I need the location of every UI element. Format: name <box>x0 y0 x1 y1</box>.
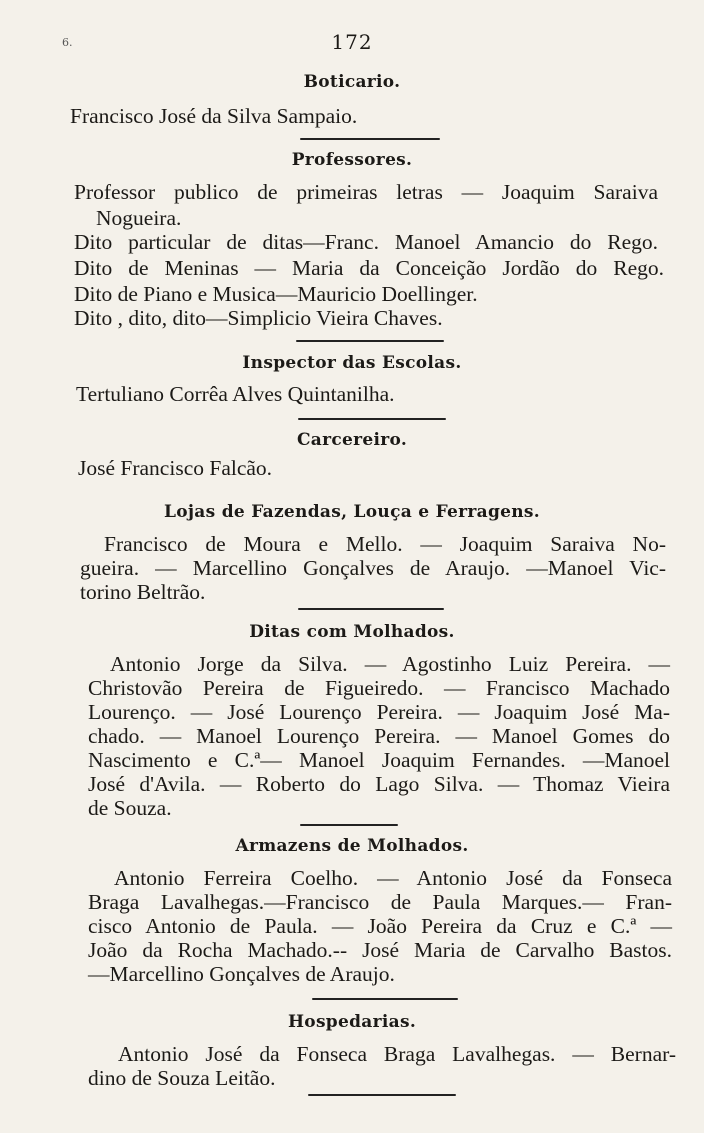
heading-hospedarias: Hospedarias. <box>287 1012 417 1032</box>
heading-professores: Professores. <box>291 150 413 170</box>
heading-lojas: Lojas de Fazendas, Louça e Ferragens. <box>163 502 541 522</box>
text-line: torino Beltrão. <box>80 580 206 604</box>
text-line: Lourenço. — José Lourenço Pereira. — Joaquim José Ma- <box>88 700 670 724</box>
section-divider <box>312 998 458 1000</box>
text-line: Braga Lavalhegas.—Francisco de Paula Marques.— Fran- <box>88 890 672 914</box>
text-line: Nascimento e C.ª— Manoel Joaquim Fernandes. —Manoel <box>88 748 670 772</box>
text-line: José Francisco Falcão. <box>78 456 273 480</box>
text-line: Dito de Meninas — Maria da Conceição Jordão do Rego. <box>74 256 664 280</box>
page-number: 172 <box>331 30 373 54</box>
text-line: Francisco José da Silva Sampaio. <box>70 104 358 128</box>
text-line: cisco Antonio de Paula. — João Pereira da Cruz e C.ª — <box>88 914 672 938</box>
heading-ditas-molhados: Ditas com Molhados. <box>249 622 455 642</box>
text-line: João da Rocha Machado.-- José Maria de Carvalho Bastos. <box>88 938 672 962</box>
section-divider <box>298 608 444 610</box>
text-line: Professor publico de primeiras letras — Joaquim Saraiva <box>74 180 658 204</box>
text-line: Francisco de Moura e Mello. — Joaquim Saraiva No- <box>104 532 666 556</box>
text-line: Antonio Ferreira Coelho. — Antonio José da Fonseca <box>114 866 672 890</box>
heading-carcereiro: Carcereiro. <box>296 430 408 450</box>
section-divider <box>296 340 444 342</box>
text-line: dino de Souza Leitão. <box>88 1066 276 1090</box>
section-divider <box>298 418 446 420</box>
text-line: Antonio Jorge da Silva. — Agostinho Luiz Pereira. — <box>110 652 670 676</box>
text-line: Dito de Piano e Musica—Mauricio Doellinger. <box>74 282 478 306</box>
text-line: José d'Avila. — Roberto do Lago Silva. — Thomaz Vieira <box>88 772 670 796</box>
section-divider <box>300 824 398 826</box>
text-line: Christovão Pereira de Figueiredo. — Francisco Machado <box>88 676 670 700</box>
heading-armazens: Armazens de Molhados. <box>235 836 469 856</box>
text-line: Nogueira. <box>96 206 182 230</box>
text-line: Tertuliano Corrêa Alves Quintanilha. <box>76 382 395 406</box>
heading-inspector: Inspector das Escolas. <box>242 353 462 373</box>
text-line: chado. — Manoel Lourenço Pereira. — Manoel Gomes do <box>88 724 670 748</box>
section-divider <box>300 138 440 140</box>
text-line: Dito , dito, dito—Simplicio Vieira Chaves. <box>74 306 443 330</box>
margin-mark: 6. <box>62 36 73 49</box>
text-line: gueira. — Marcellino Gonçalves de Araujo. —Manoel Vic- <box>80 556 666 580</box>
text-line: de Souza. <box>88 796 172 820</box>
heading-boticario: Boticario. <box>303 72 401 92</box>
text-line: Antonio José da Fonseca Braga Lavalhegas. — Bernar- <box>118 1042 676 1066</box>
text-line: Dito particular de ditas—Franc. Manoel Amancio do Rego. <box>74 230 658 254</box>
text-line: —Marcellino Gonçalves de Araujo. <box>88 962 395 986</box>
section-divider <box>308 1094 456 1096</box>
